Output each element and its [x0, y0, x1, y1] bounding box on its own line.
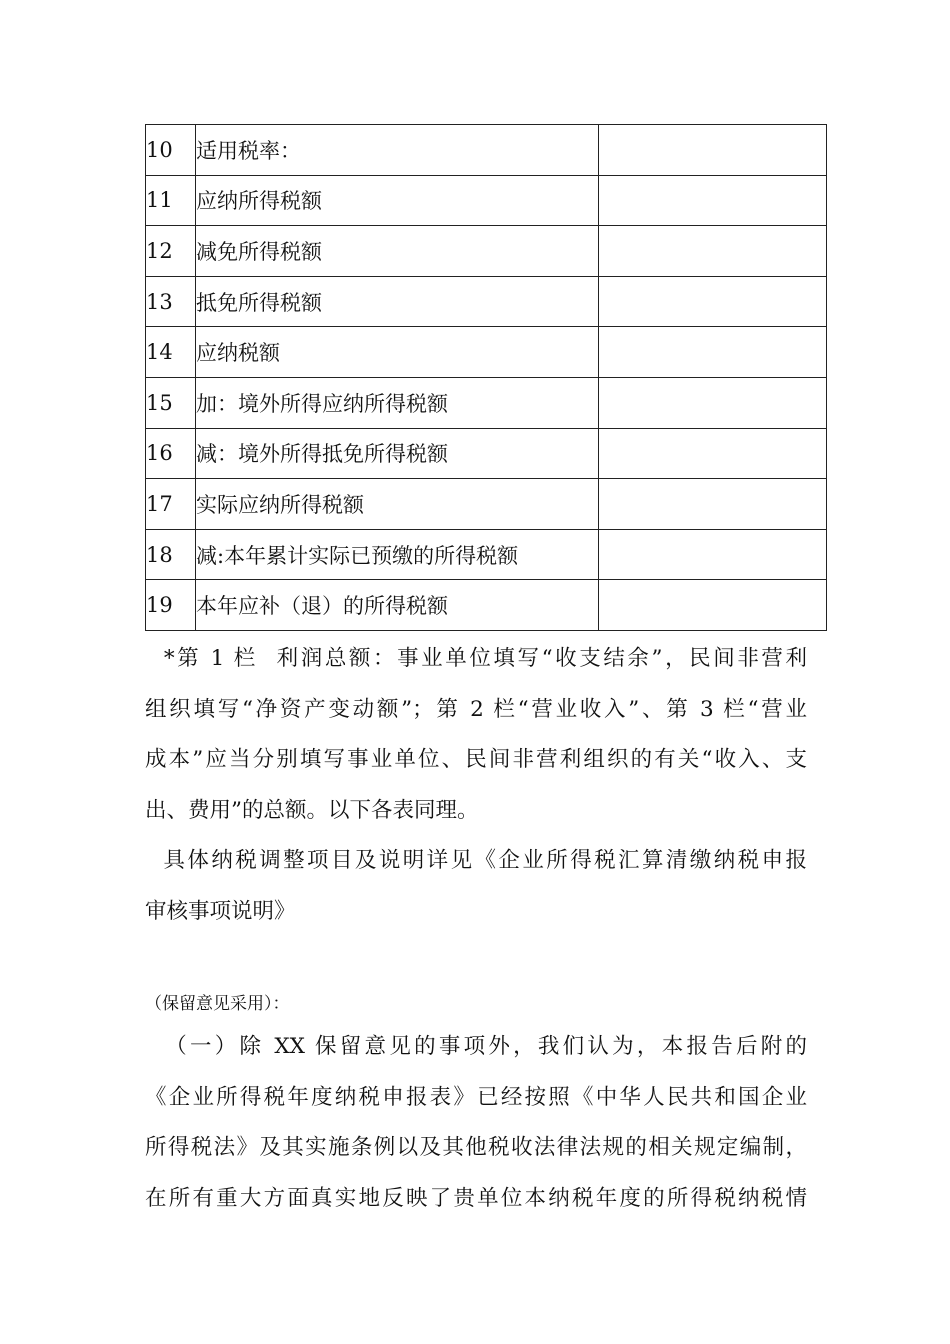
table-body — [146, 125, 827, 631]
row-item: 减免所得税额 — [196, 226, 599, 277]
row-item: 本年应补（退）的所得税额 — [196, 580, 599, 631]
table-row — [146, 226, 827, 277]
table-row — [146, 479, 827, 530]
table-row — [146, 529, 827, 580]
footnote-line: 成本”应当分别填写事业单位、民间非营利组织的有关“收入、支 — [145, 747, 807, 773]
row-value — [599, 529, 827, 580]
row-item: 抵免所得税额 — [196, 276, 599, 327]
row-item: 应纳税额 — [196, 327, 599, 378]
opinion-line: 《企业所得税年度纳税申报表》已经按照《中华人民共和国企业 — [145, 1084, 807, 1110]
row-value — [599, 428, 827, 479]
footnote-line: 出、费用”的总额。以下各表同理。 — [145, 797, 479, 823]
table-row — [146, 377, 827, 428]
table-row — [146, 125, 827, 176]
opinion-line: （一）除 XX 保留意见的事项外，我们认为，本报告后附的 — [145, 1034, 807, 1059]
table-row — [146, 276, 827, 327]
row-value — [599, 175, 827, 226]
row-number: 11 — [146, 175, 196, 226]
table-row — [146, 428, 827, 479]
qualified-opinion-heading: （保留意见采用）： — [145, 994, 290, 1014]
table-footnote — [145, 634, 807, 836]
tax-calculation-table — [145, 124, 827, 631]
row-value — [599, 276, 827, 327]
row-value — [599, 327, 827, 378]
row-value — [599, 125, 827, 176]
row-number: 15 — [146, 377, 196, 428]
row-value — [599, 479, 827, 530]
footnote-line: *第 1 栏 利润总额：事业单位填写“收支结余”，民间非营利 — [145, 646, 807, 671]
row-item: 减:本年累计实际已预缴的所得税额 — [196, 529, 599, 580]
reference-line: 具体纳税调整项目及说明详见《企业所得税汇算清缴纳税申报 — [145, 848, 807, 873]
row-item: 减：境外所得抵免所得税额 — [196, 428, 599, 479]
opinion-line: 所得税法》及其实施条例以及其他税收法律法规的相关规定编制， — [145, 1135, 807, 1161]
row-number: 16 — [146, 428, 196, 479]
qualified-opinion-paragraph — [145, 1022, 807, 1224]
row-value — [599, 377, 827, 428]
row-number: 10 — [146, 125, 196, 176]
row-item: 适用税率： — [196, 125, 599, 176]
table-row — [146, 580, 827, 631]
reference-line: 审核事项说明》 — [145, 898, 296, 924]
row-number: 13 — [146, 276, 196, 327]
row-value — [599, 226, 827, 277]
row-number: 17 — [146, 479, 196, 530]
row-item: 加：境外所得应纳所得税额 — [196, 377, 599, 428]
row-item: 应纳所得税额 — [196, 175, 599, 226]
footnote-line: 组织填写“净资产变动额”；第 2 栏“营业收入”、第 3 栏“营业 — [145, 696, 807, 722]
table-row — [146, 327, 827, 378]
row-number: 14 — [146, 327, 196, 378]
row-number: 18 — [146, 529, 196, 580]
row-value — [599, 580, 827, 631]
row-item: 实际应纳所得税额 — [196, 479, 599, 530]
opinion-line: 在所有重大方面真实地反映了贵单位本纳税年度的所得税纳税情 — [145, 1185, 807, 1211]
table-row — [146, 175, 827, 226]
reference-paragraph — [145, 836, 807, 937]
row-number: 19 — [146, 580, 196, 631]
row-number: 12 — [146, 226, 196, 277]
